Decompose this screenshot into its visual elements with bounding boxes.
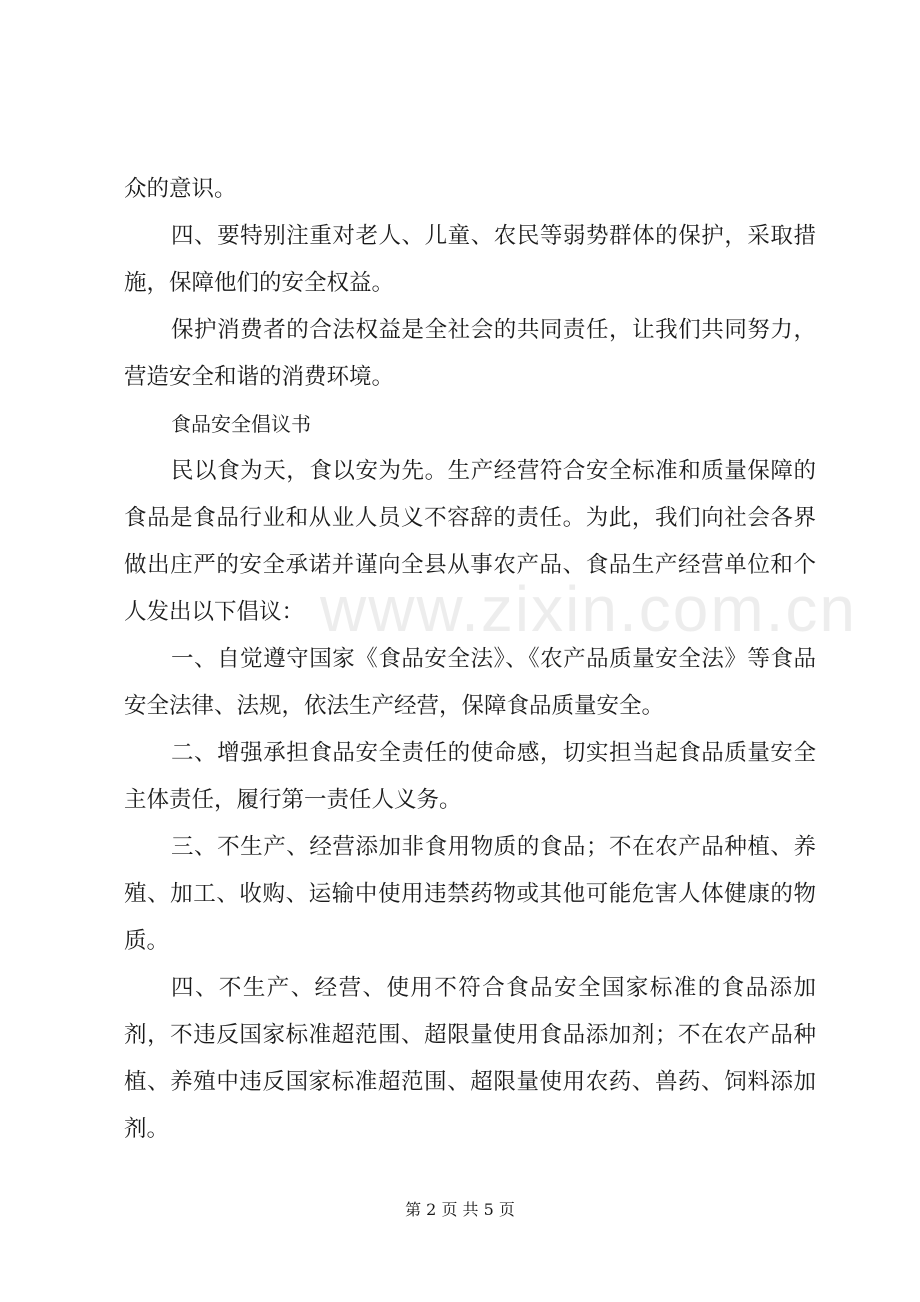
page-footer: 第 2 页 共 5 页 (405, 1200, 515, 1219)
document-body (124, 166, 816, 1153)
paragraph-intro: 民以食为天，食以安为先。生产经营符合安全标准和质量保障的食品是食品行业和从业人员义不容辞的责任。为此，我们向社会各界做出庄严的安全承诺并谨向全县从事农产品、食品生产经营单位和个人发出以下倡议： (124, 458, 816, 625)
watermark: www.zixin.com.cn (320, 573, 857, 645)
paragraph-item-2: 二、增强承担食品安全责任的使命感，切实担当起食品质量安全主体责任，履行第一责任人义务。 (124, 740, 816, 813)
section-title: 食品安全倡议书 (171, 412, 311, 436)
paragraph-item-3: 三、不生产、经营添加非食用物质的食品；不在农产品种植、养殖、加工、收购、运输中使用违禁药物或其他可能危害人体健康的物质。 (124, 834, 816, 954)
paragraph-item-1: 一、自觉遵守国家《食品安全法》、《农产品质量安全法》等食品安全法律、法规，依法生产经营，保障食品质量安全。 (124, 646, 816, 719)
paragraph-protect-vulnerable: 四、要特别注重对老人、儿童、农民等弱势群体的保护，采取措施，保障他们的安全权益。 (124, 223, 816, 296)
paragraph-continuation: 众的意识。 (124, 176, 237, 202)
paragraph-shared-responsibility: 保护消费者的合法权益是全社会的共同责任，让我们共同努力，营造安全和谐的消费环境。 (124, 317, 816, 390)
paragraph-item-4: 四、不生产、经营、使用不符合食品安全国家标准的食品添加剂，不违反国家标准超范围、超限量使用食品添加剂；不在农产品种植、养殖中违反国家标准超范围、超限量使用农药、兽药、饲料添加剂。 (124, 975, 816, 1142)
